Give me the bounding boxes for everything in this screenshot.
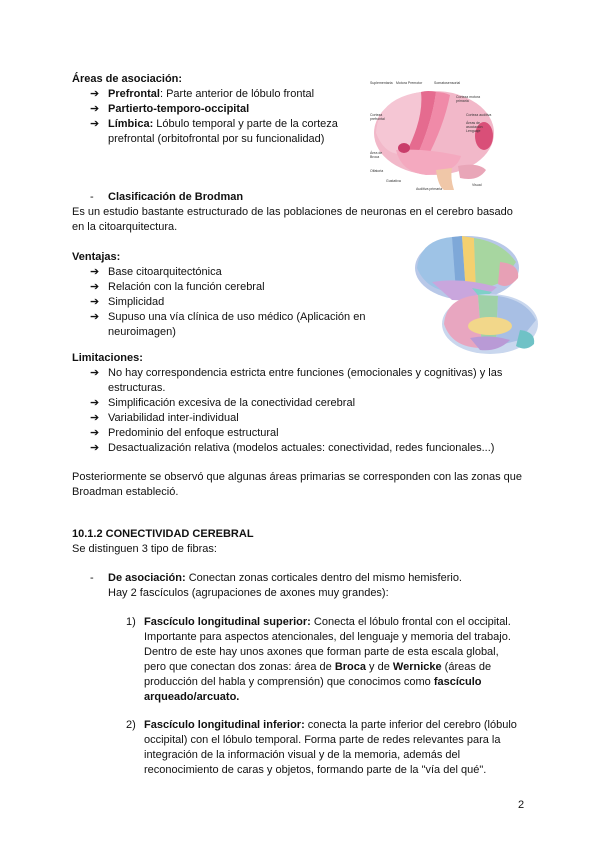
figure-label: Corteza motora [456,95,481,99]
posterior-para-2: Broadman estableció. [72,486,179,498]
fasc1-line-2: Importante para aspectos atencionales, del lenguaje y memoria del trabajo. [144,631,511,643]
corpus-callosum [468,317,512,335]
areas-item-3-cont: prefrontal (orbitofrontal por su funcionalidad) [108,133,325,145]
fasc2-line-1: Fascículo longitudinal inferior: conecta la parte inferior del cerebro (lóbulo [144,719,517,731]
broca-area [398,143,410,153]
limitaciones-item: Variabilidad inter-individual [108,412,239,424]
section-intro: Se distinguen 3 tipo de fibras: [72,543,217,555]
page-number: 2 [518,799,525,811]
brodman-para-1: Es un estudio bastante estructurado de las poblaciones de neuronas en el cerebro basado [72,206,513,218]
figure-label: Motora Premotor [396,81,423,85]
arrow-icon: ➔ [90,266,100,278]
arrow-icon: ➔ [90,103,100,115]
fasc2-line-2: occipital) con el lóbulo temporal. Forma parte de redes relevantes para la [144,734,501,746]
fasc2-number: 2) [126,719,136,731]
figure-label: Corteza [370,113,383,117]
limitaciones-heading: Limitaciones: [72,352,143,364]
brodman-para-2: en la citoarquitectura. [72,221,178,233]
fasc1-line-6: arqueado/arcuato. [144,691,240,703]
figure-label: Gustativa [386,179,401,183]
ventajas-item: Supuso una vía clínica de uso médico (Aplicación en [108,311,366,323]
figure-label: Auditiva primaria [416,187,443,191]
limitaciones-item: No hay correspondencia estricta entre funciones (emocionales y cognitivas) y las [108,367,503,379]
figure-label: Áreas de [466,121,481,125]
figure-label: Olfatoria [370,169,384,173]
arrow-icon: ➔ [90,296,100,308]
arrow-icon: ➔ [90,118,100,130]
ventajas-heading: Ventajas: [72,251,121,263]
fasc1-line-4: pero que conectan dos zonas: área de Broca y de Wernicke (áreas de [144,661,492,673]
figure-label: primaria [456,99,469,103]
limitaciones-item: Desactualización relativa (modelos actuales: conectividad, redes funcionales...) [108,442,495,454]
limitaciones-item-cont: estructuras. [108,382,166,394]
ventajas-item-cont: neuroimagen) [108,326,176,338]
asociacion-line-1: De asociación: Conectan zonas corticales dentro del mismo hemisferio. [108,572,462,584]
arrow-icon: ➔ [90,311,100,323]
figure-label: Corteza auditiva [466,113,492,117]
arrow-icon: ➔ [90,367,100,379]
cerebellum [458,165,486,179]
brodman-heading: Clasificación de Brodman [108,191,244,203]
brodmann-medial-map [440,290,540,358]
ventajas-item: Base citoarquitectónica [108,266,222,278]
arrow-icon: ➔ [90,412,100,424]
arrow-icon: ➔ [90,442,100,454]
asociacion-bullet: - [90,572,94,584]
figure-label: prefrontal [370,117,385,121]
arrow-icon: ➔ [90,427,100,439]
figure-label: Área de [370,151,383,155]
fasc1-number: 1) [126,616,136,628]
brodman-bullet: - [90,191,94,203]
areas-heading: Áreas de asociación: [72,73,183,85]
limitaciones-item: Predominio del enfoque estructural [108,427,279,439]
figure-label: Suplementaria [370,81,393,85]
figure-label: Somatosensorial [434,81,461,85]
figure-label: Visual [472,183,482,187]
areas-item-1: Prefrontal: Parte anterior de lóbulo frontal [108,88,315,100]
posterior-para-1: Posteriormente se observó que algunas áreas primarias se corresponden con las zonas que [72,471,523,483]
areas-item-3: Límbica: Lóbulo temporal y parte de la corteza [108,118,338,130]
figure-label: Lenguaje [466,129,481,133]
figure-label: asociación [466,125,483,129]
fasc1-line-5: producción del habla y comprensión) que conocimos como fascículo [144,676,482,688]
arrow-icon: ➔ [90,88,100,100]
ventajas-item: Simplicidad [108,296,165,308]
ventajas-item: Relación con la función cerebral [108,281,265,293]
brain-association-areas-figure [366,78,496,193]
figure-label: Broca [370,155,380,159]
section-title: 10.1.2 CONECTIVIDAD CEREBRAL [72,528,254,540]
areas-item-2: Partierto-temporo-occipital [108,103,250,115]
asociacion-line-2: Hay 2 fascículos (agrupaciones de axones muy grandes): [108,587,389,599]
fasc1-line-3: Dentro de este hay unos axones que forman parte de esta escala global, [144,646,499,658]
arrow-icon: ➔ [90,397,100,409]
fasc2-line-3: integración de la información visual y de la memoria, además del [144,749,461,761]
fasc1-line-1: Fascículo longitudinal superior: Conecta el lóbulo frontal con el occipital. [144,616,511,628]
fasc2-line-4: reconocimiento de caras y objetos, formando parte de la "vía del qué". [144,764,487,776]
limitaciones-item: Simplificación excesiva de la conectividad cerebral [108,397,356,409]
arrow-icon: ➔ [90,281,100,293]
